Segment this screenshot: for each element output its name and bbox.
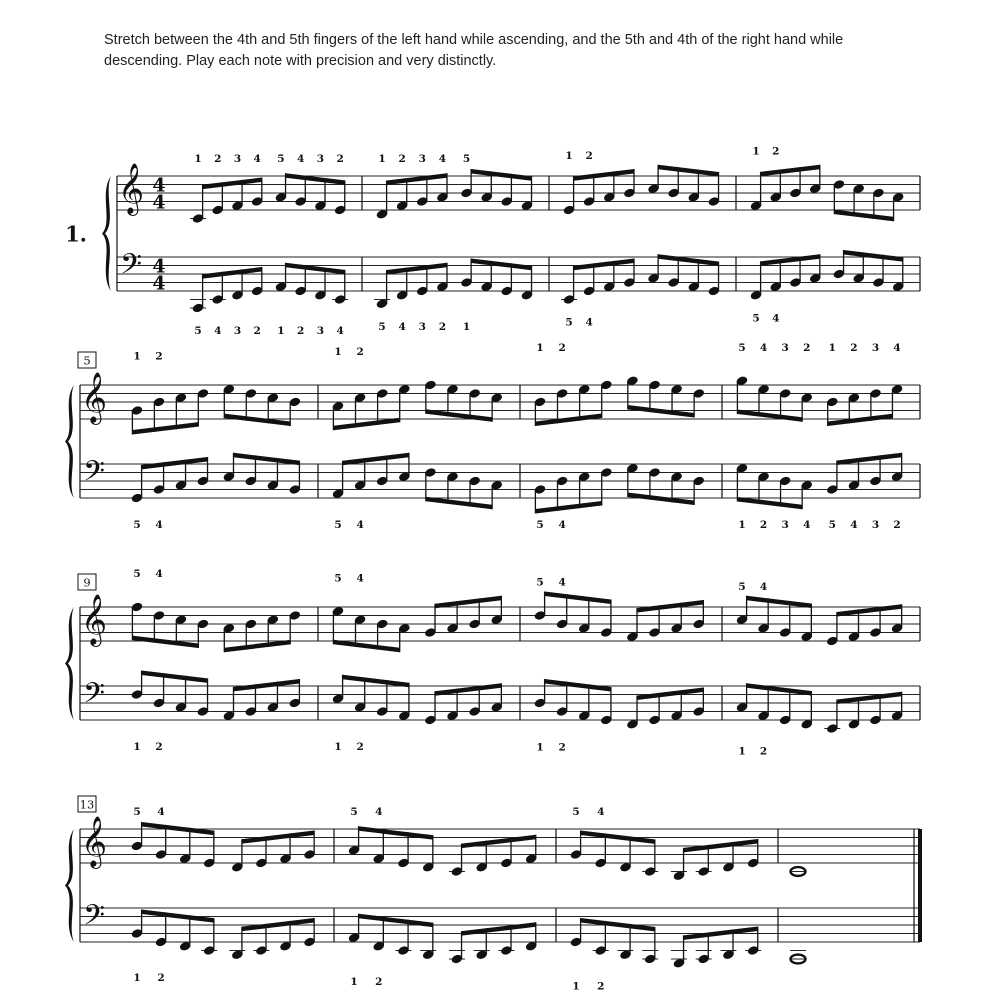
rh-fingering-number: 4 bbox=[253, 153, 261, 165]
lh-group-beam bbox=[545, 679, 611, 691]
rh-fingering-number: 4 bbox=[759, 341, 768, 354]
grand-staff-brace bbox=[65, 385, 74, 498]
lh-group-beam bbox=[761, 254, 820, 266]
lh-fingering-number: 5 bbox=[378, 320, 386, 333]
lh-fingering-number: 4 bbox=[356, 519, 364, 531]
rh-group-beam bbox=[628, 405, 694, 417]
rh-fingering-number: 5 bbox=[277, 153, 285, 165]
grand-staff-brace bbox=[65, 607, 74, 720]
lh-group-beam bbox=[844, 250, 903, 262]
rh-fingering-number: 2 bbox=[356, 346, 364, 358]
rh-fingering-number: 1 bbox=[752, 145, 760, 158]
rh-fingering-number: 4 bbox=[558, 576, 566, 589]
lh-fingering-number: 1 bbox=[738, 519, 746, 531]
rh-group-beam bbox=[435, 596, 501, 608]
lh-fingering-number: 4 bbox=[398, 320, 406, 333]
rh-group-beam bbox=[837, 604, 902, 616]
lh-fingering-number: 4 bbox=[336, 325, 344, 337]
rh-fingering-number: 2 bbox=[558, 341, 566, 354]
rh-group-beam bbox=[387, 173, 447, 185]
rh-group-beam bbox=[658, 165, 718, 177]
lh-group-beam bbox=[343, 453, 409, 465]
final-barline-thick bbox=[918, 829, 922, 942]
rh-group-beam bbox=[828, 414, 893, 426]
lh-group-beam bbox=[628, 493, 694, 505]
lh-group-beam bbox=[535, 501, 601, 513]
lh-group-beam bbox=[471, 259, 531, 271]
rh-group-beam bbox=[203, 178, 262, 190]
bass-clef: 𝄢 bbox=[83, 455, 105, 496]
rh-fingering-number: 4 bbox=[893, 341, 901, 354]
lh-fingering-number: 5 bbox=[565, 316, 573, 329]
grand-staff-brace bbox=[102, 176, 111, 291]
rh-fingering-number: 2 bbox=[772, 145, 780, 158]
lh-fingering-number: 2 bbox=[759, 519, 768, 531]
lh-fingering-number: 4 bbox=[772, 312, 780, 325]
rh-fingering-number: 4 bbox=[356, 572, 364, 585]
lh-fingering-number: 3 bbox=[871, 519, 880, 531]
lh-fingering-number: 2 bbox=[558, 741, 566, 754]
lh-fingering-number: 1 bbox=[462, 320, 471, 333]
lh-fingering-number: 2 bbox=[438, 320, 447, 333]
measure-number: 9 bbox=[83, 575, 91, 590]
lh-group-beam bbox=[233, 453, 299, 465]
lh-fingering-number: 4 bbox=[558, 519, 566, 531]
rh-group-beam bbox=[535, 414, 601, 426]
rh-fingering-number: 4 bbox=[155, 568, 163, 580]
rh-fingering-number: 2 bbox=[398, 153, 406, 165]
lh-fingering-number: 2 bbox=[759, 745, 768, 758]
rh-fingering-number: 5 bbox=[350, 806, 358, 818]
rh-group-beam bbox=[333, 640, 399, 652]
lh-group-beam bbox=[837, 453, 902, 465]
rh-fingering-number: 4 bbox=[297, 153, 305, 165]
lh-group-beam bbox=[837, 692, 902, 704]
time-signature-top: 4 bbox=[152, 255, 166, 278]
lh-group-beam bbox=[343, 675, 409, 687]
rh-fingering-number: 5 bbox=[133, 806, 141, 818]
rh-group-beam bbox=[574, 169, 634, 181]
time-signature-bottom: 4 bbox=[152, 191, 166, 214]
instructions-text: Stretch between the 4th and 5th fingers of the left hand while ascending, and the 5th and 4th of the right hand while descending. Play each note with precision and very distinctly. bbox=[104, 32, 844, 69]
lh-fingering-number: 5 bbox=[133, 519, 141, 531]
treble-clef: 𝄞 bbox=[117, 163, 145, 215]
lh-group-beam bbox=[574, 259, 634, 271]
rh-fingering-number: 1 bbox=[565, 149, 573, 162]
lh-group-beam bbox=[426, 497, 492, 509]
time-signature-top: 4 bbox=[152, 174, 166, 197]
rh-group-beam bbox=[132, 636, 198, 648]
treble-clef: 𝄞 bbox=[80, 816, 108, 868]
lh-group-beam bbox=[637, 688, 703, 700]
rh-fingering-number: 5 bbox=[536, 576, 544, 589]
rh-fingering-number: 5 bbox=[334, 572, 342, 585]
lh-group-beam bbox=[286, 263, 345, 275]
rh-group-beam bbox=[224, 640, 290, 652]
rh-fingering-number: 2 bbox=[803, 341, 811, 354]
lh-fingering-number: 1 bbox=[277, 325, 285, 337]
lh-fingering-number: 2 bbox=[155, 741, 163, 753]
lh-fingering-number: 3 bbox=[316, 325, 325, 337]
rh-fingering-number: 4 bbox=[375, 806, 383, 818]
lh-fingering-number: 1 bbox=[133, 741, 141, 753]
rh-fingering-number: 1 bbox=[828, 341, 836, 354]
rh-fingering-number: 5 bbox=[133, 568, 141, 580]
rh-fingering-number: 2 bbox=[336, 153, 344, 165]
rh-fingering-number: 3 bbox=[781, 341, 789, 354]
lh-fingering-number: 1 bbox=[536, 741, 544, 754]
lh-fingering-number: 1 bbox=[350, 976, 358, 988]
lh-fingering-number: 1 bbox=[572, 980, 580, 993]
rh-group-beam bbox=[637, 600, 703, 612]
rh-fingering-number: 5 bbox=[738, 580, 746, 593]
rh-group-beam bbox=[747, 596, 812, 608]
rh-fingering-number: 5 bbox=[738, 341, 746, 354]
rh-group-beam bbox=[471, 169, 531, 181]
lh-fingering-number: 1 bbox=[334, 741, 342, 753]
lh-fingering-number: 2 bbox=[375, 976, 383, 988]
lh-fingering-number: 5 bbox=[334, 519, 342, 531]
exercise-number: 1. bbox=[65, 221, 87, 247]
rh-fingering-number: 4 bbox=[597, 806, 605, 818]
lh-group-beam bbox=[387, 263, 447, 275]
rh-fingering-number: 4 bbox=[157, 806, 165, 818]
lh-group-beam bbox=[737, 497, 802, 509]
rh-fingering-number: 2 bbox=[585, 149, 593, 162]
rh-fingering-number: 5 bbox=[572, 806, 580, 818]
rh-group-beam bbox=[737, 409, 802, 421]
rh-group-beam bbox=[333, 418, 399, 430]
rh-fingering-number: 2 bbox=[155, 350, 163, 363]
lh-group-beam bbox=[747, 683, 812, 695]
lh-fingering-number: 2 bbox=[253, 325, 261, 337]
rh-fingering-number: 1 bbox=[536, 341, 544, 354]
lh-group-beam bbox=[658, 254, 718, 266]
lh-fingering-number: 4 bbox=[214, 325, 222, 337]
rh-group-beam bbox=[834, 210, 893, 222]
lh-fingering-number: 4 bbox=[803, 519, 811, 531]
lh-group-beam bbox=[142, 671, 208, 683]
rh-fingering-number: 3 bbox=[316, 153, 325, 165]
rh-fingering-number: 2 bbox=[214, 153, 222, 165]
lh-fingering-number: 1 bbox=[133, 971, 141, 984]
lh-fingering-number: 4 bbox=[850, 519, 858, 531]
lh-fingering-number: 2 bbox=[356, 741, 364, 753]
rh-fingering-number: 1 bbox=[194, 153, 202, 165]
rh-fingering-number: 1 bbox=[378, 153, 386, 165]
measure-number: 5 bbox=[83, 353, 91, 368]
treble-clef: 𝄞 bbox=[80, 594, 108, 646]
lh-group-beam bbox=[233, 679, 299, 691]
lh-fingering-number: 5 bbox=[828, 519, 836, 531]
lh-fingering-number: 4 bbox=[585, 316, 593, 329]
lh-fingering-number: 5 bbox=[536, 519, 544, 531]
lh-fingering-number: 2 bbox=[297, 325, 305, 337]
rh-group-beam bbox=[761, 165, 820, 177]
lh-group-beam bbox=[203, 267, 262, 279]
rh-fingering-number: 4 bbox=[759, 580, 768, 593]
lh-group-beam bbox=[435, 683, 501, 695]
lh-fingering-number: 3 bbox=[233, 325, 242, 337]
rh-fingering-number: 3 bbox=[871, 341, 880, 354]
bass-clef: 𝄢 bbox=[120, 248, 142, 289]
rh-fingering-number: 4 bbox=[438, 153, 447, 165]
rh-fingering-number: 2 bbox=[850, 341, 858, 354]
lh-fingering-number: 3 bbox=[781, 519, 789, 531]
lh-fingering-number: 5 bbox=[752, 312, 760, 325]
lh-fingering-number: 2 bbox=[157, 971, 165, 984]
rh-fingering-number: 1 bbox=[334, 346, 342, 358]
lh-fingering-number: 3 bbox=[418, 320, 426, 333]
lh-fingering-number: 2 bbox=[597, 980, 605, 993]
bass-clef: 𝄢 bbox=[83, 677, 105, 718]
lh-fingering-number: 4 bbox=[155, 519, 163, 531]
lh-fingering-number: 5 bbox=[194, 325, 202, 337]
rh-group-beam bbox=[224, 414, 290, 426]
rh-group-beam bbox=[545, 592, 611, 604]
lh-fingering-number: 2 bbox=[893, 519, 901, 531]
rh-group-beam bbox=[426, 409, 492, 421]
rh-fingering-number: 5 bbox=[462, 153, 471, 165]
rh-group-beam bbox=[286, 173, 345, 185]
time-signature-bottom: 4 bbox=[152, 272, 166, 295]
measure-number: 13 bbox=[79, 797, 95, 812]
lh-fingering-number: 1 bbox=[738, 745, 746, 758]
rh-fingering-number: 3 bbox=[418, 153, 426, 165]
lh-group-beam bbox=[142, 457, 208, 469]
grand-staff-brace bbox=[65, 829, 74, 942]
rh-fingering-number: 3 bbox=[233, 153, 242, 165]
treble-clef: 𝄞 bbox=[80, 372, 108, 424]
rh-fingering-number: 1 bbox=[133, 350, 141, 363]
rh-group-beam bbox=[132, 422, 198, 434]
bass-clef: 𝄢 bbox=[83, 899, 105, 940]
